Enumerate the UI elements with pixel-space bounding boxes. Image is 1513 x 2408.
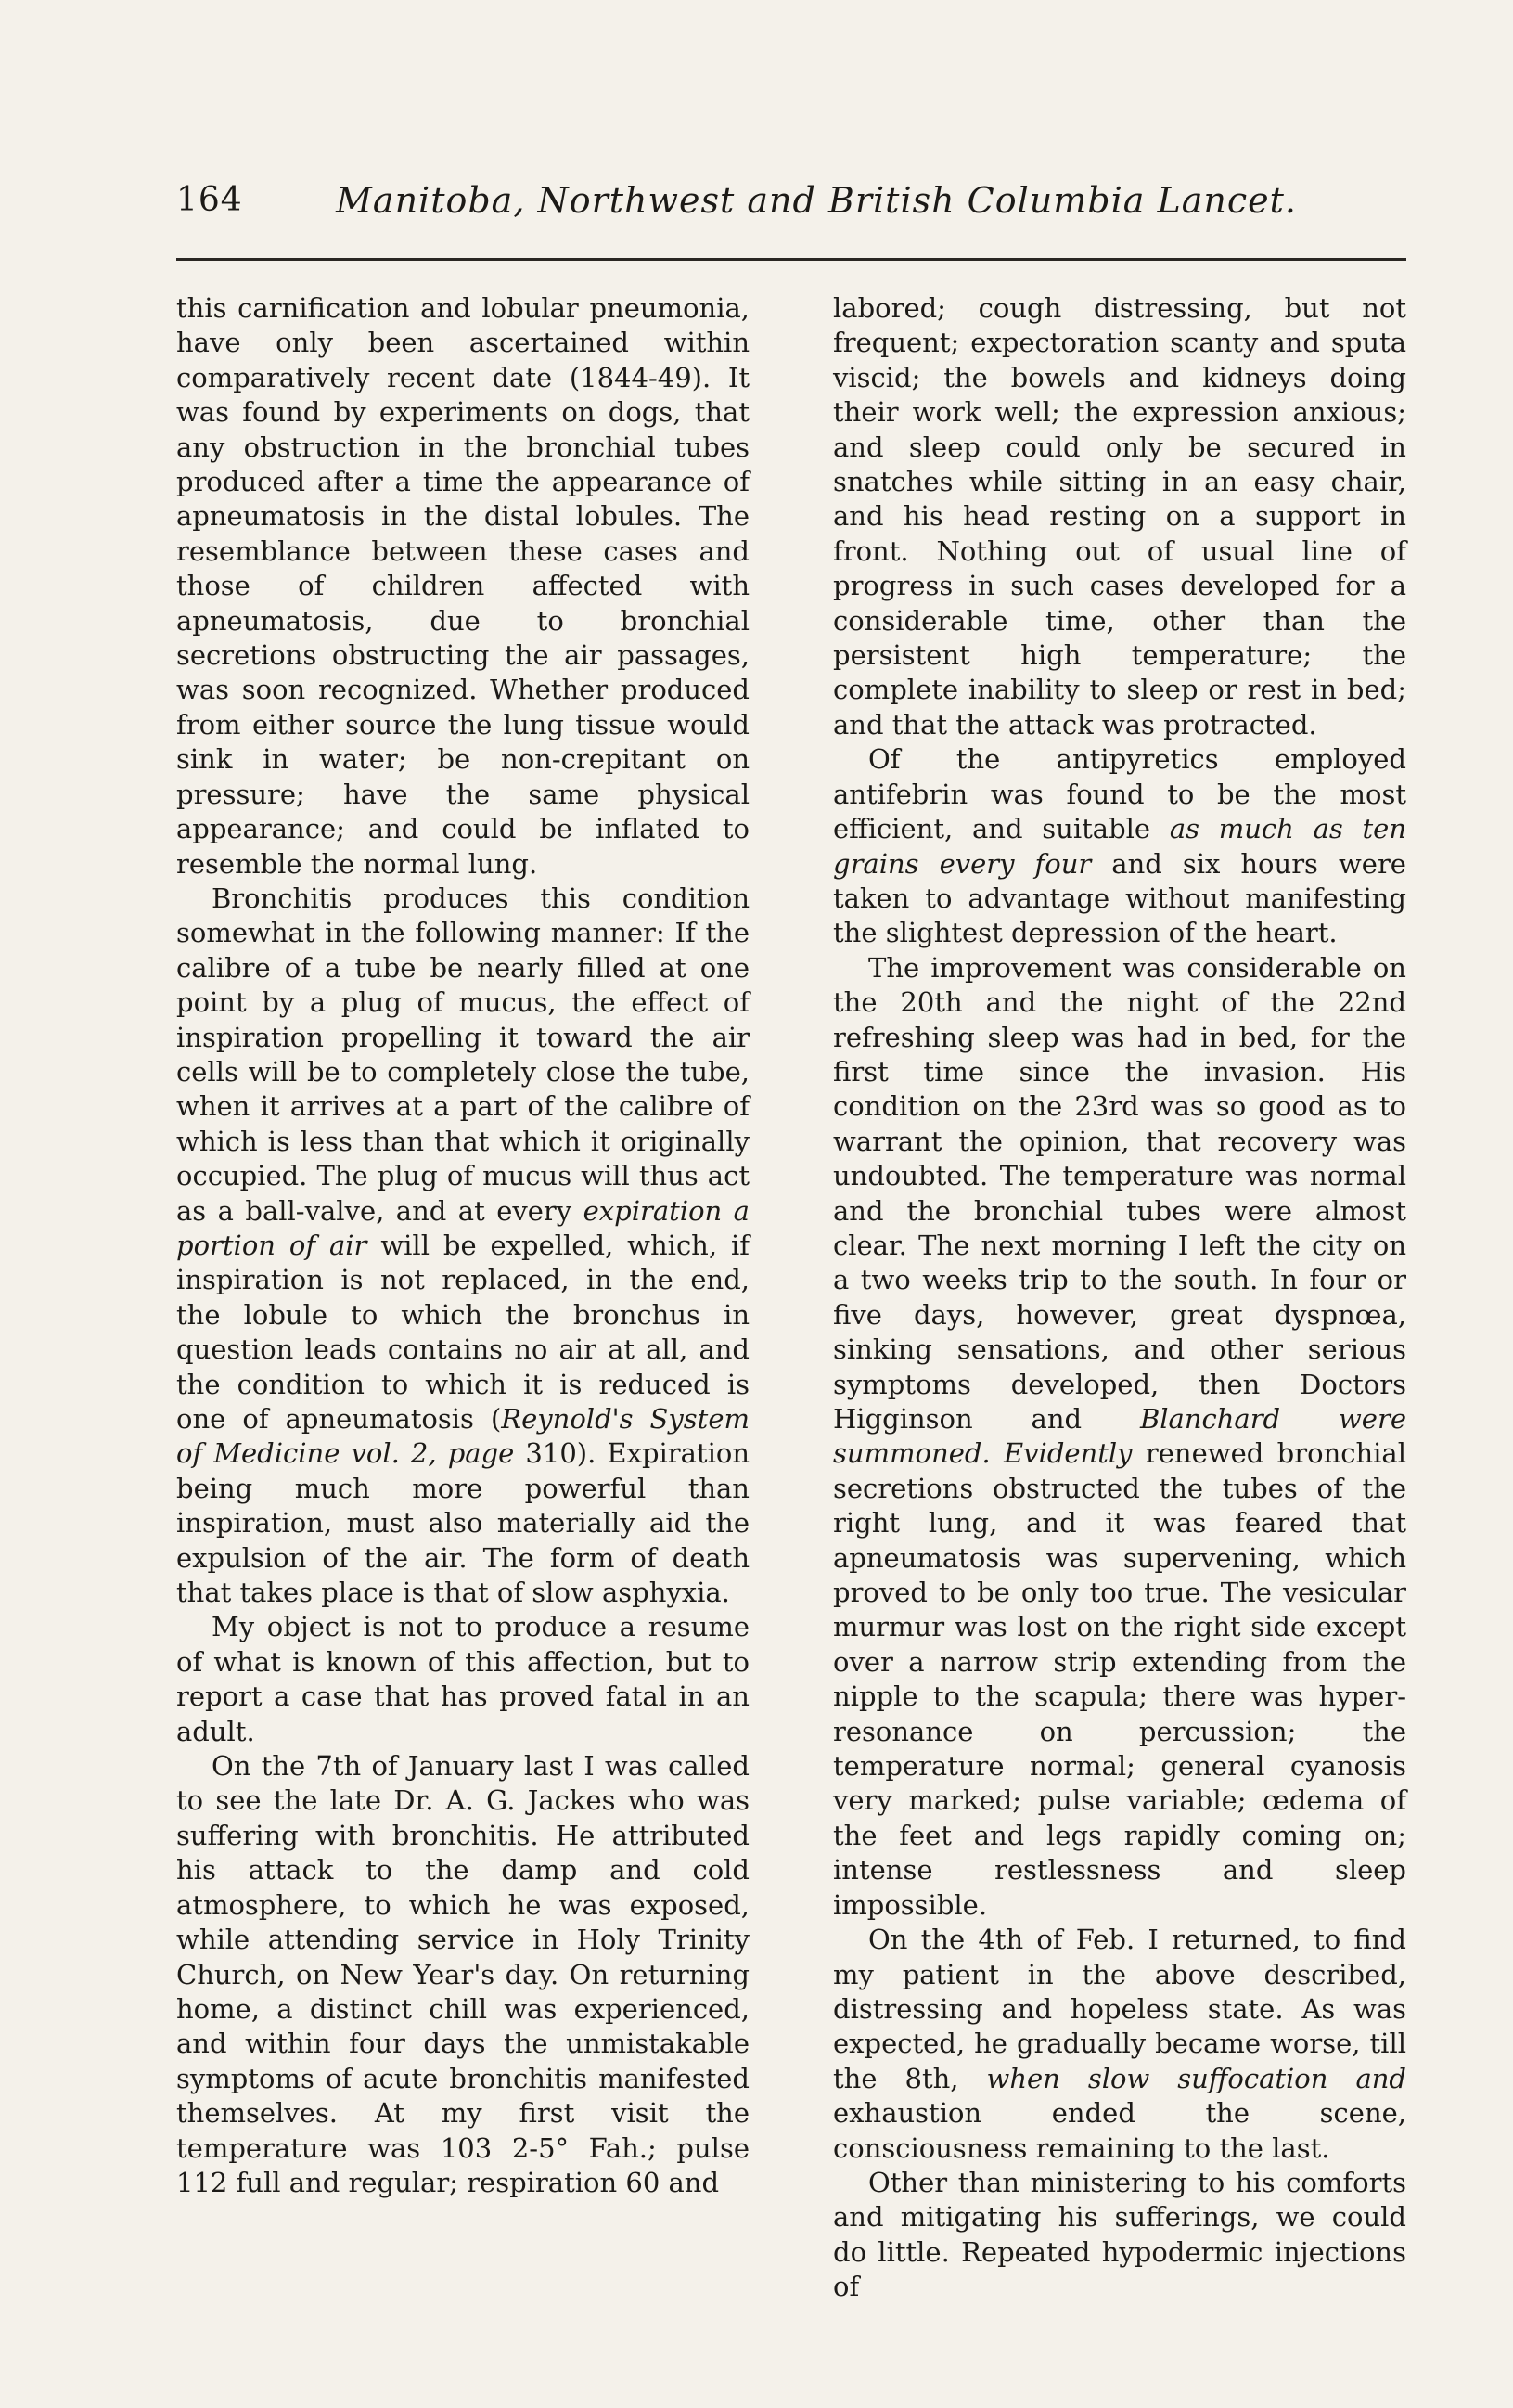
paragraph bbox=[833, 2166, 1406, 2305]
paragraph-text: renewed bronchial secretions obstructed the tubes of the right lung, and it was feared that apneumatosis was supervening, which proved to be only too true. The vesicular murmur was lost on the right side except over a narrow strip extending from the nipple to the scapula; there was hyper-resonance on percussion; the temperature normal; general cyanosis very marked; pulse variable; œdema of the feet and legs rapidly coming on; intense restlessness and sleep impossible. bbox=[833, 1437, 1406, 1921]
paragraph bbox=[833, 742, 1406, 950]
right-column bbox=[833, 291, 1406, 2333]
paragraph-text: 310). Expiration being much more powerful than inspiration, must also materially aid the expulsion of the air. The form of death that takes place is that of slow asphyxia. bbox=[176, 1437, 750, 1609]
running-title: Manitoba, Northwest and British Columbia Lancet. bbox=[336, 180, 1297, 221]
italic-text: when slow suffocation and bbox=[986, 2062, 1406, 2094]
paragraph bbox=[176, 291, 750, 882]
paragraph-text: The improvement was considerable on the 20th and the night of the 22nd refreshing sleep was had in bed, for the first time since the invasion. His condition on the 23rd was so good as to warrant the opinion, that recovery was undoubted. The temperature was normal and the bronchial tubes were almost clear. The next morning I left the city on a two weeks trip to the south. In four or five days, however, great dyspnœa, sinking sensations, and other serious symptoms developed, then Doctors Higginson and bbox=[833, 951, 1406, 1435]
paragraph-text: and six hours were taken to advantage without manifesting the slightest depression of the heart. bbox=[833, 847, 1406, 949]
paragraph-text: Bronchitis produces this condition somewhat in the following manner: If the calibre of a tube be nearly filled at one point by a plug of mucus, the effect of inspiration propelling it toward the air cells will be to completely close the tube, when it arrives at a part of the calibre of which is less than that which it originally occupied. The plug of mucus will thus act as a ball-valve, and at every bbox=[176, 882, 750, 1227]
paragraph bbox=[176, 1610, 750, 1749]
paragraph bbox=[833, 951, 1406, 1923]
paragraph bbox=[176, 1749, 750, 2200]
header-rule bbox=[176, 258, 1406, 261]
paragraph-text: this carnification and lobular pneumonia, have only been ascertained within comparatively recent date (1844-49). It was found by experiments on dogs, that any obstruction in the bronchial tubes produced after a time the appearance of apneumatosis in the distal lobules. The resemblance between these cases and those of children affected with apneumatosis, due to bronchial secretions obstructing the air passages, was soon recognized. Whether produced from either source the lung tissue would sink in water; be non-crepitant on pressure; have the same physical appearance; and could be inflated to resemble the normal lung. bbox=[176, 292, 750, 880]
page-header bbox=[176, 174, 1410, 239]
page-number: 164 bbox=[176, 181, 243, 219]
paragraph-text: will be expelled, which, if inspiration is not replaced, in the end, the lobule to which the bronchus in question leads contains no air at all, and the condition to which it is reduced is one of apneumatosis ( bbox=[176, 1229, 750, 1435]
italic-text: Blanchard were summoned. Evidently bbox=[833, 1403, 1406, 1470]
italic-text: as much as ten grains every four bbox=[833, 813, 1407, 880]
paragraph bbox=[833, 1923, 1406, 2166]
paragraph-text: On the 4th of Feb. I returned, to find my patient in the above described, distressing and hopeless state. As was expected, he gradually became worse, till the 8th, bbox=[833, 1924, 1406, 2094]
left-column bbox=[176, 291, 750, 2333]
paragraph-text: Other than ministering to his comforts and mitigating his sufferings, we could do little. Repeated hypodermic injections of bbox=[833, 2166, 1406, 2303]
paragraph-text: labored; cough distressing, but not frequent; expectoration scanty and sputa viscid; the bowels and kidneys doing their work well; the expression anxious; and sleep could only be secured in snatches while sitting in an easy chair, and his head resting on a support in front. Nothing out of usual line of progress in such cases developed for a considerable time, other than the persistent high temperature; the complete inability to sleep or rest in bed; and that the attack was protracted. bbox=[833, 292, 1406, 740]
paragraph-text: On the 7th of January last I was called to see the late Dr. A. G. Jackes who was suffering with bronchitis. He attributed his attack to the damp and cold atmosphere, to which he was exposed, while attending service in Holy Trinity Church, on New Year's day. On returning home, a distinct chill was experienced, and within four days the unmistakable symptoms of acute bronchitis manifested themselves. At my first visit the temperature was 103 2-5° Fah.; pulse 112 full and regular; respiration 60 and bbox=[176, 1750, 750, 2198]
paragraph-text: exhaustion ended the scene, consciousness remaining to the last. bbox=[833, 2097, 1406, 2164]
paragraph-text: Of the antipyretics employed antifebrin was found to be the most efficient, and suitable bbox=[833, 743, 1406, 845]
paragraph bbox=[176, 882, 750, 1611]
italic-citation: Reynold's System of Medicine vol. 2, page bbox=[176, 1403, 750, 1470]
paragraph-text: My object is not to produce a resume of what is known of this affection, but to report a case that has proved fatal in an adult. bbox=[176, 1611, 750, 1747]
italic-text: expiration a portion of air bbox=[176, 1194, 750, 1261]
paragraph bbox=[833, 291, 1406, 742]
